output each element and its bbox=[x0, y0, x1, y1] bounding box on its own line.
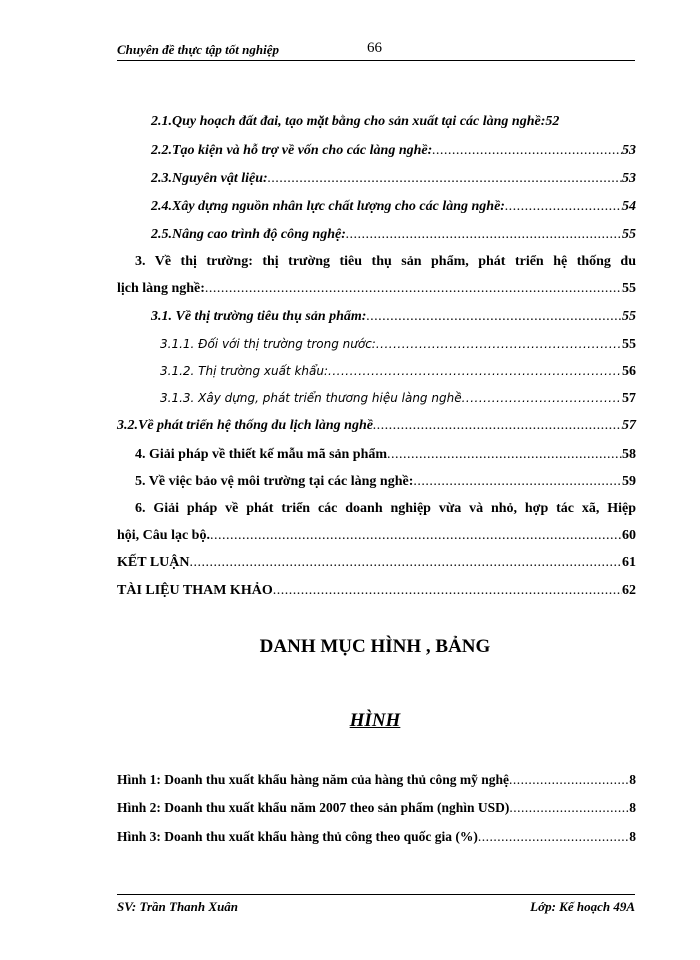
header-title: Chuyên đề thực tập tốt nghiệp bbox=[117, 42, 279, 57]
toc-label: 3.1.2. Thị trường xuất khẩu: bbox=[160, 364, 329, 378]
leader-dots bbox=[509, 772, 629, 788]
toc-page: 61 bbox=[622, 555, 636, 570]
figure-label: Hình 3: Doanh thu xuất khẩu hàng thủ công theo quốc gia (%) bbox=[117, 829, 478, 844]
toc-label: 5. Về việc bảo vệ môi trường tại các làng nghề: bbox=[135, 474, 414, 489]
toc-page: 60 bbox=[622, 528, 636, 543]
toc-label: 2.3.Nguyên vật liệu: bbox=[151, 171, 268, 186]
toc-page: 54 bbox=[622, 199, 636, 214]
leader-dots bbox=[346, 227, 622, 243]
toc-item-2-3[interactable] bbox=[151, 171, 636, 191]
toc-label: 3.1.1. Đối với thị trường trong nước: bbox=[160, 337, 376, 351]
toc-label: KẾT LUẬN bbox=[117, 555, 190, 570]
header-page-number: 66 bbox=[367, 40, 382, 56]
toc-page: 56 bbox=[622, 364, 636, 379]
toc-page: 55 bbox=[622, 337, 636, 352]
toc-item-2-1[interactable] bbox=[151, 114, 636, 134]
figure-page: 8 bbox=[629, 772, 636, 787]
figure-label: Hình 1: Doanh thu xuất khẩu hàng năm của hàng thủ công mỹ nghệ bbox=[117, 772, 509, 787]
footer-student: SV: Trần Thanh Xuân bbox=[117, 899, 239, 914]
toc-page: 58 bbox=[622, 447, 636, 462]
toc-item-6[interactable] bbox=[117, 528, 636, 548]
leader-dots bbox=[387, 447, 622, 463]
leader-dots bbox=[432, 143, 622, 159]
leader-dots bbox=[505, 199, 622, 215]
figures-subtitle: HÌNH bbox=[349, 710, 401, 731]
toc-item-2-2[interactable] bbox=[151, 143, 636, 163]
toc-item-2-5[interactable] bbox=[151, 227, 636, 247]
figures-section-title: DANH MỤC HÌNH , BẢNG bbox=[259, 636, 491, 657]
figure-label: Hình 2: Doanh thu xuất khẩu năm 2007 theo sản phẩm (nghìn USD) bbox=[117, 800, 510, 815]
toc-item-3[interactable] bbox=[117, 281, 636, 301]
footer-class: Lớp: Kế hoạch 49A bbox=[530, 899, 635, 914]
toc-item-5[interactable] bbox=[135, 474, 636, 494]
toc-item-2-4[interactable] bbox=[151, 199, 636, 219]
toc-page: 52 bbox=[545, 114, 560, 129]
toc-label: 4. Giải pháp về thiết kế mẫu mã sản phẩm bbox=[135, 447, 388, 462]
toc-label: hội, Câu lạc bộ. bbox=[117, 528, 210, 543]
toc-label: 3.2.Về phát triển hệ thống du lịch làng nghề bbox=[117, 418, 373, 433]
toc-page: 55 bbox=[622, 309, 636, 324]
leader-dots bbox=[210, 528, 622, 544]
toc-label: 2.4.Xây dựng nguồn nhân lực chất lượng cho các làng nghề: bbox=[151, 199, 505, 214]
page-header bbox=[117, 42, 635, 61]
toc-label: lịch làng nghề: bbox=[117, 281, 205, 296]
toc-page: 57 bbox=[622, 418, 636, 433]
leader-dots bbox=[376, 337, 622, 351]
leader-dots bbox=[268, 171, 622, 187]
toc-item-4[interactable] bbox=[135, 447, 636, 467]
page-footer bbox=[117, 894, 635, 915]
toc-label: TÀI LIỆU THAM KHẢO bbox=[117, 583, 273, 598]
toc-item-6-line1[interactable]: 6. Giải pháp về phát triển các doanh nghiệp vừa và nhỏ, hợp tác xã, Hiệp bbox=[135, 501, 636, 516]
leader-dots bbox=[478, 829, 629, 845]
toc-conclusion[interactable] bbox=[117, 555, 636, 575]
toc-item-3-line1[interactable]: 3. Về thị trường: thị trường tiêu thụ sản phẩm, phát triển hệ thống du bbox=[135, 254, 636, 269]
toc-item-3-1-3[interactable] bbox=[160, 391, 636, 411]
toc-page: 53 bbox=[622, 171, 636, 186]
toc-label: 3.1. Về thị trường tiêu thụ sản phẩm: bbox=[151, 309, 367, 324]
leader-dots bbox=[273, 583, 622, 599]
toc-item-3-1[interactable] bbox=[151, 309, 636, 329]
toc-label: 3.1.3. Xây dựng, phát triển thương hiệu làng nghề bbox=[160, 391, 462, 405]
figure-page: 8 bbox=[629, 829, 636, 844]
leader-dots bbox=[328, 364, 622, 378]
toc-label: 2.5.Nâng cao trình độ công nghệ: bbox=[151, 227, 346, 242]
toc-page: 55 bbox=[622, 281, 636, 296]
toc-item-3-1-2[interactable] bbox=[160, 364, 636, 384]
toc-page: 59 bbox=[622, 474, 636, 489]
figure-3-entry[interactable] bbox=[117, 829, 636, 849]
leader-dots bbox=[462, 391, 622, 405]
toc-page: 62 bbox=[622, 583, 636, 598]
figure-page: 8 bbox=[629, 800, 636, 815]
toc-page: 57 bbox=[622, 391, 636, 406]
leader-dots bbox=[205, 281, 622, 297]
toc-item-3-1-1[interactable] bbox=[160, 337, 636, 357]
leader-dots bbox=[366, 309, 622, 325]
toc-item-3-2[interactable] bbox=[117, 418, 636, 438]
leader-dots bbox=[413, 474, 622, 490]
leader-dots bbox=[189, 555, 622, 571]
figure-2-entry[interactable] bbox=[117, 800, 636, 820]
toc-label: 2.1.Quy hoạch đất đai, tạo mặt bằng cho sản xuất tại các làng nghề: bbox=[151, 114, 546, 129]
leader-dots bbox=[509, 800, 629, 816]
toc-page: 55 bbox=[622, 227, 636, 242]
toc-page: 53 bbox=[622, 143, 636, 158]
leader-dots bbox=[373, 418, 622, 434]
toc-label: 2.2.Tạo kiện và hỗ trợ về vốn cho các làng nghề: bbox=[151, 143, 433, 158]
toc-references[interactable] bbox=[117, 583, 636, 603]
figure-1-entry[interactable] bbox=[117, 772, 636, 792]
